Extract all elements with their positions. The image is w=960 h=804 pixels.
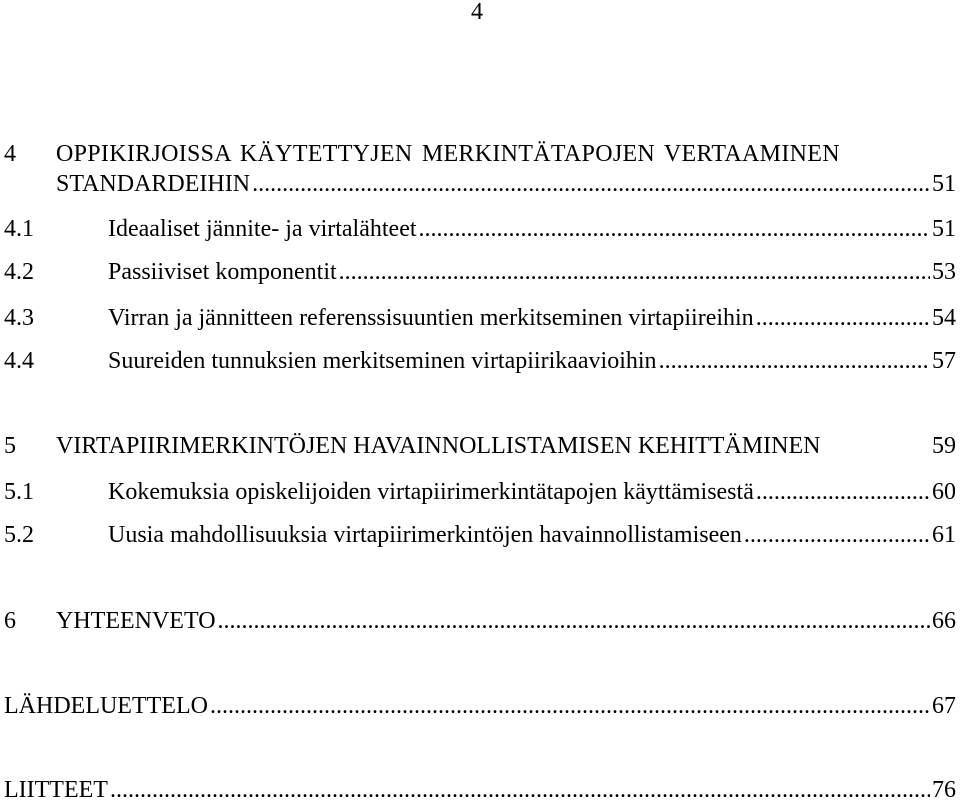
toc-title: Uusia mahdollisuuksia virtapiirimerkintöjen havainnollistamiseen [108, 522, 742, 548]
toc-number: 4 [4, 141, 16, 167]
toc-title: STANDARDEIHIN [56, 171, 251, 197]
toc-leader-dots [419, 215, 930, 243]
toc-entry-ch5[interactable] [4, 432, 956, 460]
toc-page-number: 60 [932, 479, 956, 505]
toc-number: 6 [4, 608, 16, 634]
toc-entry-4-4[interactable] [4, 347, 956, 375]
toc-entry-ch4[interactable] [4, 140, 956, 168]
toc-number: 4.2 [4, 259, 34, 285]
toc-title: LIITTEET [4, 777, 108, 803]
toc-entry-appendices[interactable] [4, 776, 956, 804]
toc-number: 5.1 [4, 479, 34, 505]
toc-leader-dots [218, 607, 930, 635]
toc-title: LÄHDELUETTELO [4, 693, 208, 719]
toc-leader-dots [744, 521, 930, 549]
toc-page-number: 51 [932, 216, 956, 242]
toc-entry-4-2[interactable] [4, 258, 956, 286]
toc-leader-dots [756, 304, 930, 332]
toc-title: VIRTAPIIRIMERKINTÖJEN HAVAINNOLLISTAMISEN KEHITTÄMINEN [56, 433, 821, 459]
toc-title: Ideaaliset jännite- ja virtalähteet [108, 216, 417, 242]
toc-title: OPPIKIRJOISSA KÄYTETTYJEN MERKINTÄTAPOJEN VERTAAMINEN [56, 141, 840, 167]
toc-title: Suureiden tunnuksien merkitseminen virtapiirikaavioihin [108, 348, 657, 374]
toc-title: Virran ja jännitteen referenssisuuntien merkitseminen virtapiireihin [108, 305, 754, 331]
toc-number: 4.3 [4, 305, 34, 331]
toc-title: Kokemuksia opiskelijoiden virtapiirimerkintätapojen käyttämisestä [108, 479, 754, 505]
toc-leader-dots [659, 347, 930, 375]
toc-entry-4-3[interactable] [4, 304, 956, 332]
toc-page-number: 51 [932, 171, 956, 197]
toc-leader-dots [110, 776, 930, 804]
toc-leader-dots [756, 478, 930, 506]
toc-title: Passiiviset komponentit [108, 259, 337, 285]
toc-number: 5.2 [4, 522, 34, 548]
toc-entry-5-1[interactable] [4, 478, 956, 506]
toc-entry-references[interactable] [4, 692, 956, 720]
toc-entry-4-1[interactable] [4, 215, 956, 243]
toc-leader-dots [252, 170, 930, 198]
toc-page-number: 61 [932, 522, 956, 548]
toc-entry-ch6[interactable] [4, 607, 956, 635]
toc-page-number: 54 [932, 305, 956, 331]
toc-page-number: 53 [932, 259, 956, 285]
toc-page-number: 67 [932, 693, 956, 719]
toc-page-number: 59 [932, 433, 956, 459]
toc-page-number: 66 [932, 608, 956, 634]
toc-title: YHTEENVETO [56, 608, 216, 634]
toc-number: 4.1 [4, 216, 34, 242]
page-number: 4 [471, 0, 483, 25]
toc-number: 5 [4, 433, 16, 459]
toc-entry-5-2[interactable] [4, 521, 956, 549]
toc-leader-dots [210, 692, 930, 720]
toc-entry-ch4-continued[interactable] [4, 170, 956, 198]
toc-leader-dots [339, 258, 930, 286]
toc-page-number: 57 [932, 348, 956, 374]
toc-page-number: 76 [932, 777, 956, 803]
toc-number: 4.4 [4, 348, 34, 374]
